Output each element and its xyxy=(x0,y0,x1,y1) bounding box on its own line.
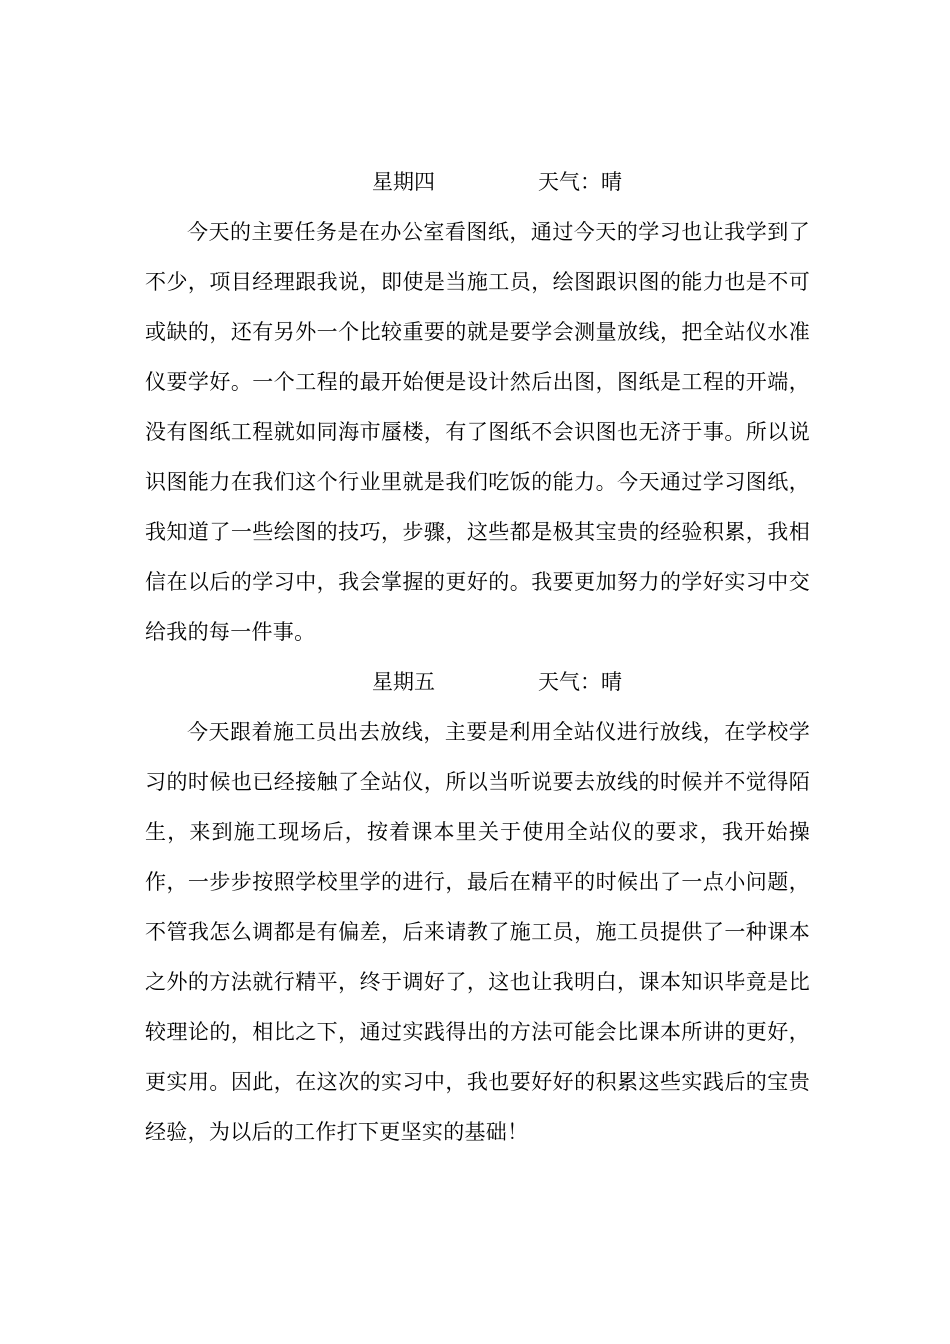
entry-day: 星期四 xyxy=(372,170,435,194)
diary-content xyxy=(145,157,810,1157)
entry-day: 星期五 xyxy=(372,670,435,694)
entry-header-friday xyxy=(145,657,810,707)
entry-header-thursday xyxy=(145,157,810,207)
entry-body-friday: 今天跟着施工员出去放线，主要是利用全站仪进行放线，在学校学习的时候也已经接触了全站仪，所以当听说要去放线的时候并不觉得陌生，来到施工现场后，按着课本里关于使用全站仪的要求，我开始操作，一步步按照学校里学的进行，最后在精平的时候出了一点小问题，不管我怎么调都是有偏差，后来请教了施工员，施工员提供了一种课本之外的方法就行精平，终于调好了，这也让我明白，课本知识毕竟是比较理论的，相比之下，通过实践得出的方法可能会比课本所讲的更好，更实用。因此，在这次的实习中，我也要好好的积累这些实践后的宝贵经验，为以后的工作打下更坚实的基础！ xyxy=(145,720,810,1144)
entry-body-thursday: 今天的主要任务是在办公室看图纸，通过今天的学习也让我学到了不少，项目经理跟我说，即使是当施工员，绘图跟识图的能力也是不可或缺的，还有另外一个比较重要的就是要学会测量放线，把全站仪水准仪要学好。一个工程的最开始便是设计然后出图，图纸是工程的开端，没有图纸工程就如同海市蜃楼，有了图纸不会识图也无济于事。所以说识图能力在我们这个行业里就是我们吃饭的能力。今天通过学习图纸，我知道了一些绘图的技巧，步骤，这些都是极其宝贵的经验积累，我相信在以后的学习中，我会掌握的更好的。我要更加努力的学好实习中交给我的每一件事。 xyxy=(145,220,810,644)
entry-weather: 天气：晴 xyxy=(538,170,622,194)
entry-weather: 天气：晴 xyxy=(538,670,622,694)
